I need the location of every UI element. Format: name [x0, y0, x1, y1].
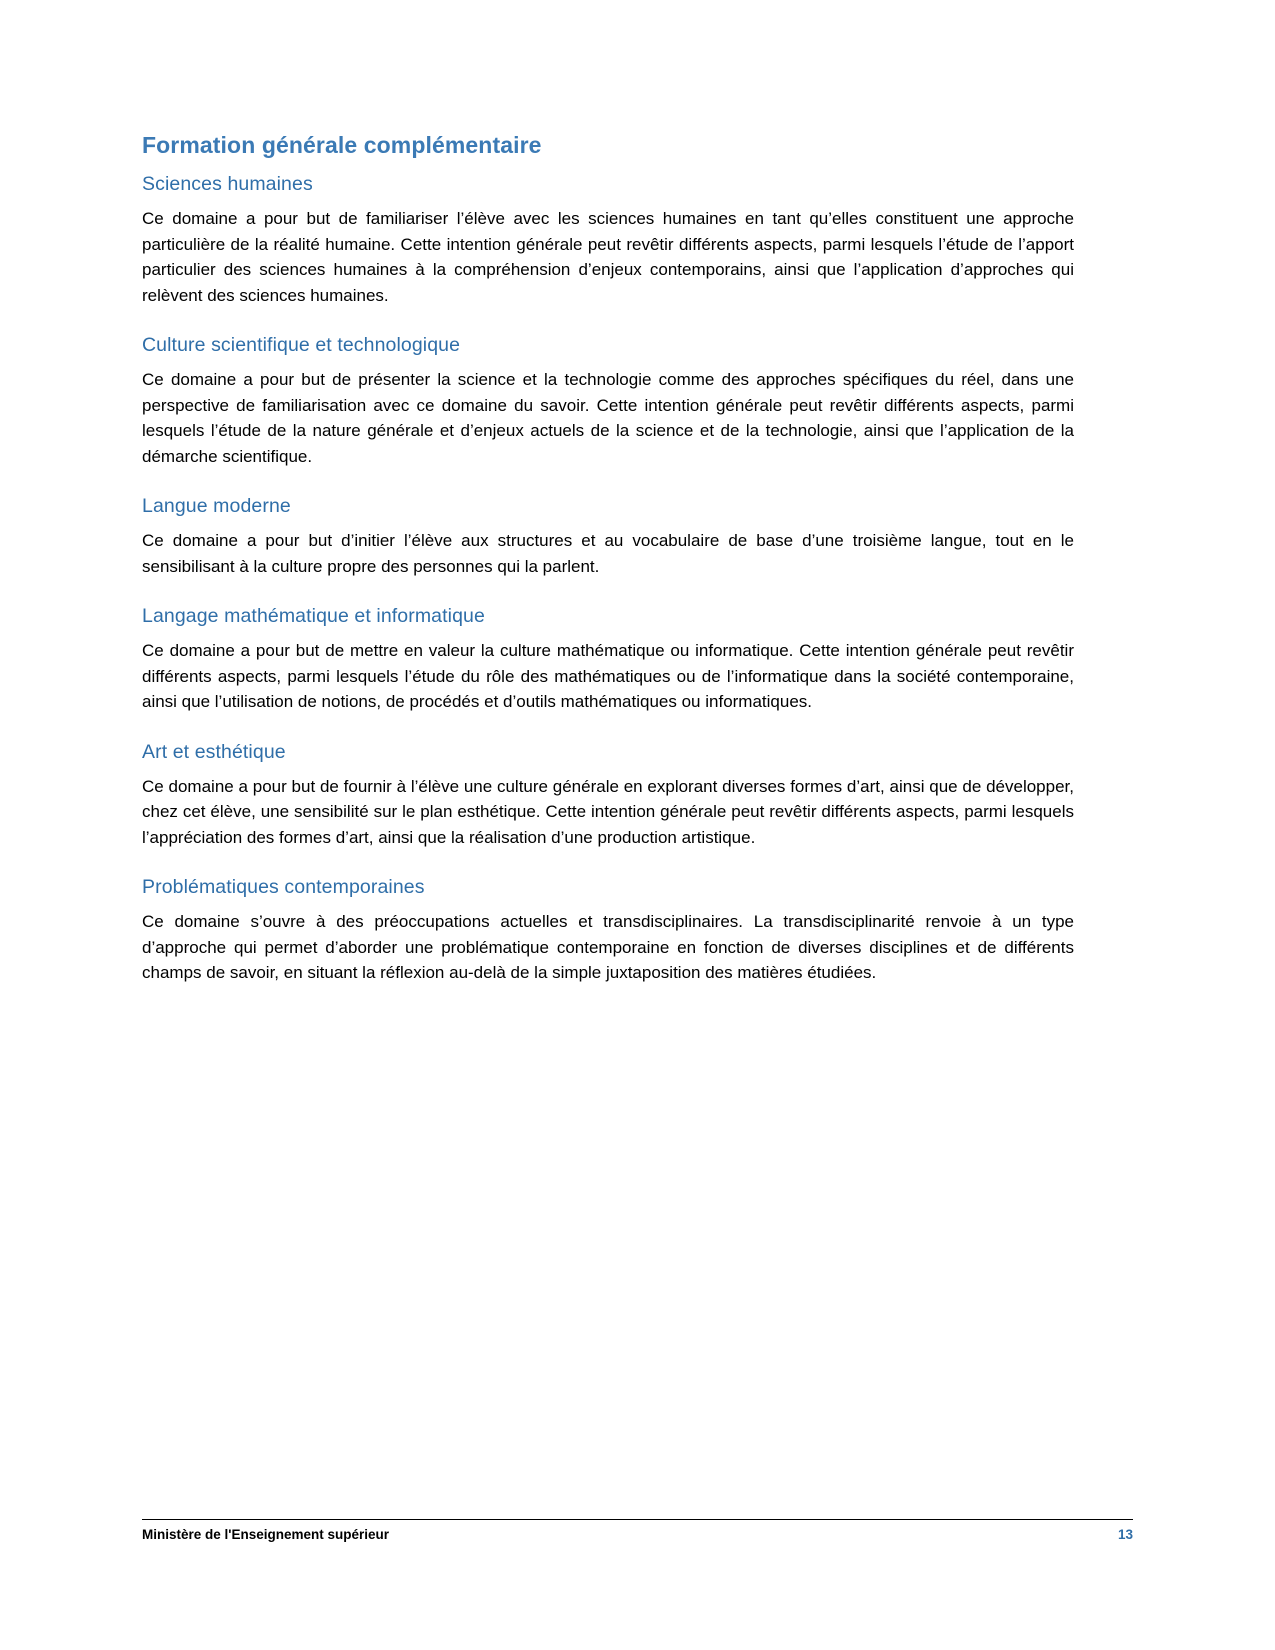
section-langue-moderne: [142, 495, 1074, 579]
section-paragraph: Ce domaine s’ouvre à des préoccupations actuelles et transdisciplinaires. La transdisciplinarité renvoie à un type d’approche qui permet d’aborder une problématique contemporaine en fonction de diverses disciplines et de différents champs de savoir, en situant la réflexion au-delà de la simple juxtaposition des matières étudiées.: [142, 912, 1074, 982]
footer-organization: Ministère de l'Enseignement supérieur: [142, 1527, 390, 1542]
section-problematiques-contemporaines: [142, 876, 1074, 986]
page-title: Formation générale complémentaire: [142, 132, 542, 158]
section-sciences-humaines: [142, 173, 1074, 308]
section-art-et-esthetique: [142, 741, 1074, 851]
section-heading: Problématiques contemporaines: [142, 876, 425, 898]
page-content: [142, 132, 1074, 1012]
section-heading: Langue moderne: [142, 495, 291, 517]
section-langage-mathematique-et-informatique: [142, 605, 1074, 715]
section-paragraph: Ce domaine a pour but de mettre en valeur la culture mathématique ou informatique. Cette intention générale peut revêtir différents aspects, parmi lesquels l’étude du rôle des mathématiques ou de l’informatique dans la société contemporaine, ainsi que l’utilisation de notions, de procédés et d’outils mathématiques ou informatiques.: [142, 641, 1074, 711]
section-heading: Culture scientifique et technologique: [142, 334, 461, 356]
section-paragraph: Ce domaine a pour but de familiariser l’élève avec les sciences humaines en tant qu’elles constituent une approche particulière de la réalité humaine. Cette intention générale peut revêtir différents aspects, parmi lesquels l’étude de l’apport particulier des sciences humaines à la compréhension d’enjeux contemporains, ainsi que l’application d’approches qui relèvent des sciences humaines.: [142, 209, 1074, 305]
section-culture-scientifique-et-technologique: [142, 334, 1074, 469]
section-paragraph: Ce domaine a pour but de fournir à l’élève une culture générale en explorant diverses formes d’art, ainsi que de développer, chez cet élève, une sensibilité sur le plan esthétique. Cette intention générale peut revêtir différents aspects, parmi lesquels l’appréciation des formes d’art, ainsi que la réalisation d’une production artistique.: [142, 776, 1074, 847]
page-footer: [142, 1519, 1133, 1542]
footer-page-number: 13: [1117, 1527, 1133, 1542]
section-heading: Langage mathématique et informatique: [142, 605, 485, 627]
section-paragraph: Ce domaine a pour but d’initier l’élève aux structures et au vocabulaire de base d’une troisième langue, tout en le sensibilisant à la culture propre des personnes qui la parlent.: [142, 531, 1074, 576]
section-heading: Sciences humaines: [142, 173, 313, 195]
section-paragraph: Ce domaine a pour but de présenter la science et la technologie comme des approches spécifiques du réel, dans une perspective de familiarisation avec ce domaine du savoir. Cette intention générale peut revêtir différents aspects, parmi lesquels l’étude de la nature générale et d’enjeux actuels de la science et de la technologie, ainsi que l’application de la démarche scientifique.: [142, 370, 1074, 466]
section-heading: Art et esthétique: [142, 740, 286, 763]
